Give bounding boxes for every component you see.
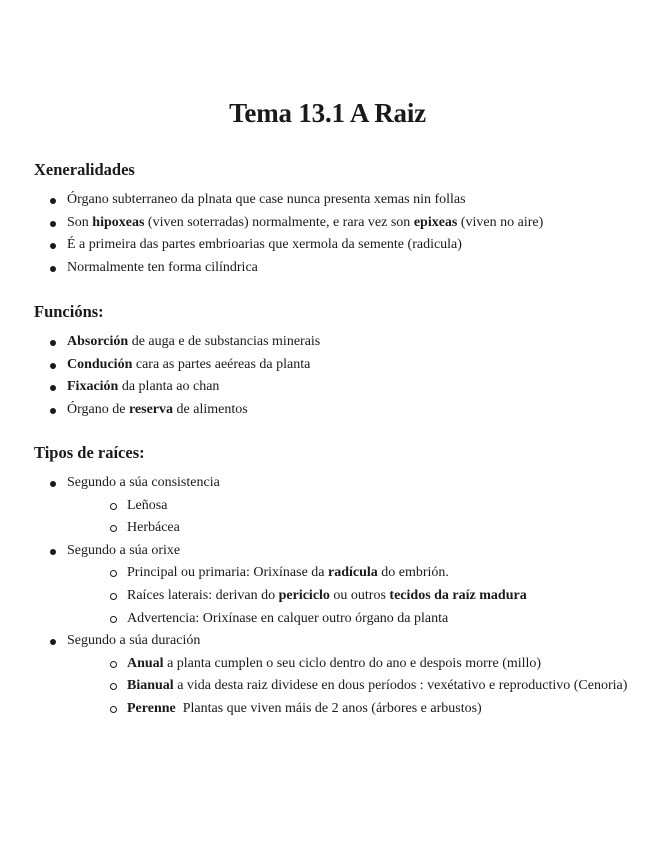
sub-list-item: Raíces laterais: derivan do periciclo ou outros tecidos da raíz madura: [34, 585, 635, 608]
sub-list-item: Advertencia: Orixínase en calquer outro órgano da planta: [34, 608, 635, 631]
tipos-list: [34, 540, 635, 563]
consistencia-sublist: [34, 495, 635, 540]
list-item: Segundo a súa consistencia: [34, 472, 635, 495]
section-tipos: [34, 443, 635, 721]
list-item: Son hipoxeas (viven soterradas) normalmente, e rara vez son epixeas (viven no aire): [34, 212, 635, 235]
list-item: Segundo a súa duración: [34, 630, 635, 653]
tipos-list: [34, 630, 635, 653]
section-funcions: [34, 302, 635, 421]
list-item: Normalmente ten forma cilíndrica: [34, 257, 635, 280]
page-title: Tema 13.1 A Raiz: [229, 98, 426, 128]
list-item: Segundo a súa orixe: [34, 540, 635, 563]
section-heading-funcions: Funcións:: [34, 302, 104, 321]
sub-list-item: Perenne Plantas que viven máis de 2 anos (árbores e arbustos): [34, 698, 635, 721]
sub-list-item: Herbácea: [34, 517, 635, 540]
list-item: Absorción de auga e de substancias minerais: [34, 331, 635, 354]
sub-list-item: Bianual a vida desta raiz dividese en dous períodos : vexétativo e reproductivo (Cenoria): [34, 675, 635, 698]
section-heading-xeneralidades: Xeneralidades: [34, 160, 135, 179]
list-item: Condución cara as partes aeéreas da planta: [34, 354, 635, 377]
sub-list-item: Leñosa: [34, 495, 635, 518]
section-heading-tipos: Tipos de raíces:: [34, 443, 145, 462]
list-item: Órgano de reserva de alimentos: [34, 399, 635, 422]
duracion-sublist: [34, 653, 635, 721]
funcions-list: [34, 331, 635, 421]
list-item: Órgano subterraneo da plnata que case nunca presenta xemas nin follas: [34, 189, 635, 212]
list-item: Fixación da planta ao chan: [34, 376, 635, 399]
xeneralidades-list: [34, 189, 635, 279]
sub-list-item: Anual a planta cumplen o seu ciclo dentro do ano e despois morre (millo): [34, 653, 635, 676]
tipos-list: [34, 472, 635, 495]
list-item: É a primeira das partes embrioarias que xermola da semente (radicula): [34, 234, 635, 257]
section-xeneralidades: [34, 160, 635, 279]
orixe-sublist: [34, 562, 635, 630]
sub-list-item: Principal ou primaria: Orixínase da radícula do embrión.: [34, 562, 635, 585]
